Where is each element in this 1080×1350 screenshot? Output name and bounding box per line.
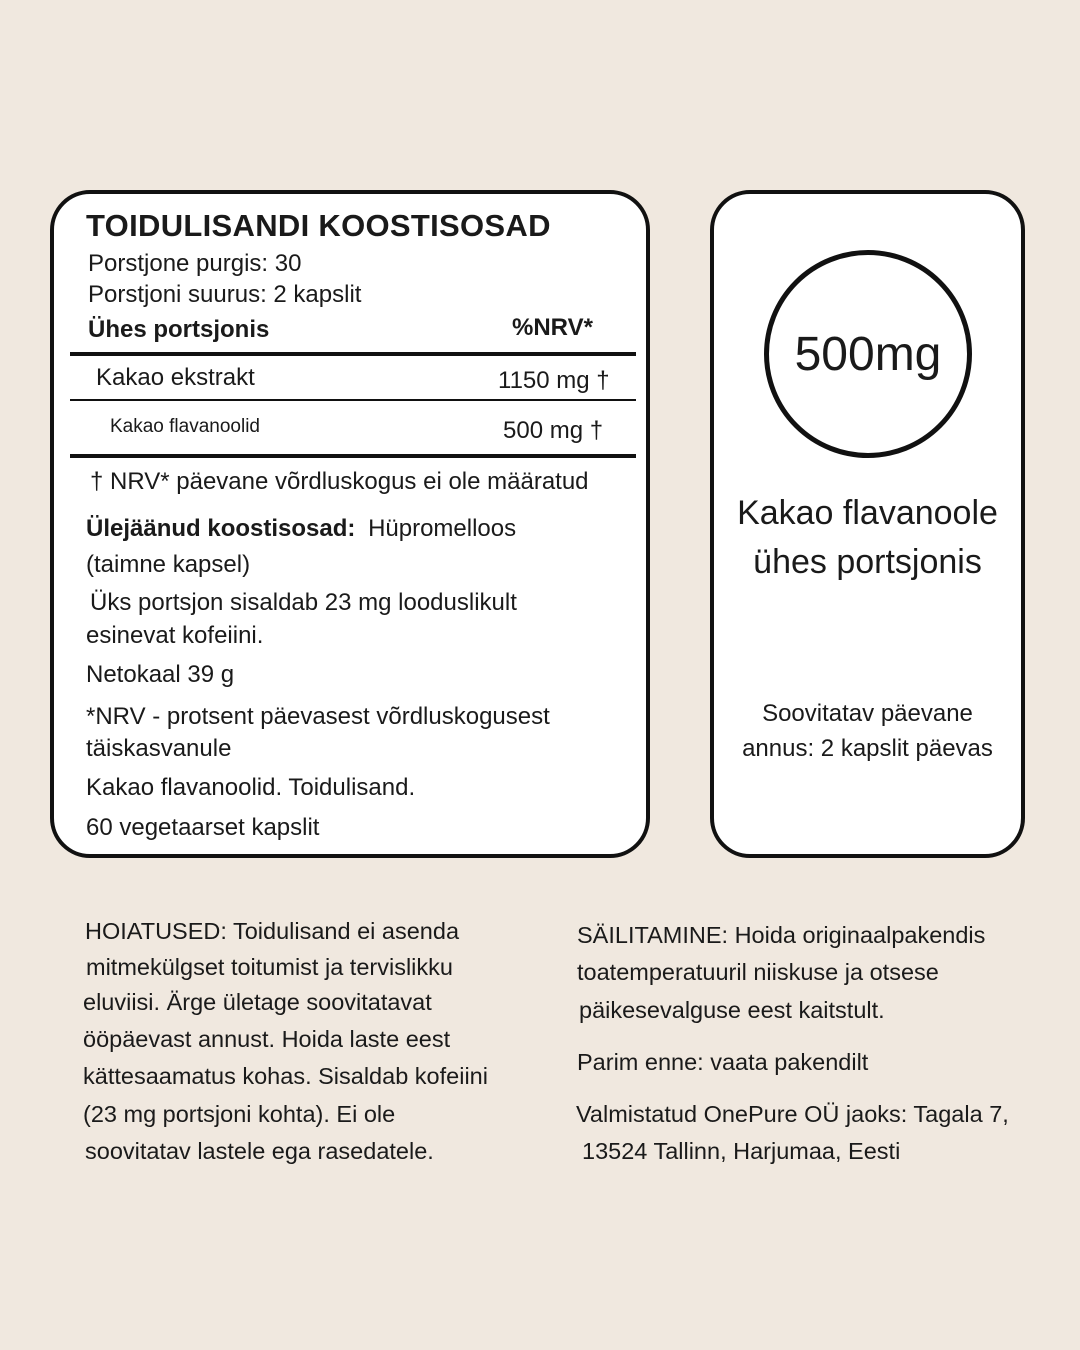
dose-panel (710, 190, 1025, 858)
net-weight: Netokaal 39 g (86, 661, 235, 688)
dose-circle (764, 250, 972, 458)
table-bottom-rule (70, 454, 636, 458)
facts-title: TOIDULISANDI KOOSTISOSAD (86, 208, 551, 243)
caffeine-line2: esinevat kofeiini. (86, 622, 264, 649)
storage-line3: päikesevalguse eest kaitstult. (579, 997, 885, 1023)
row-amount-cocoa-flavanols: 500 mg † (503, 417, 604, 444)
warnings-line: kättesaamatus kohas. Sisaldab kofeiini (83, 1063, 488, 1089)
nrv-note-line2: täiskasvanule (86, 735, 232, 762)
warnings-line: mitmekülgset toitumist ja tervislikku (86, 954, 453, 980)
row-name-cocoa-flavanols: Kakao flavanoolid (110, 416, 260, 437)
warnings-line: soovitatav lastele ega rasedatele. (85, 1138, 434, 1164)
recommended-line1: Soovitatav päevane (762, 700, 973, 727)
manufacturer-line2: 13524 Tallinn, Harjumaa, Eesti (582, 1138, 901, 1164)
serving-size: Porstjoni suurus: 2 kapslit (88, 281, 362, 308)
nrv-header: %NRV* (512, 314, 593, 341)
row-name-cocoa-extract: Kakao ekstrakt (96, 364, 255, 391)
warnings-line: eluviisi. Ärge ületage soovitatavat (83, 989, 432, 1015)
header-rule (70, 352, 636, 356)
dose-amount: 500mg (794, 327, 942, 381)
manufacturer-line1: Valmistatud OnePure OÜ jaoks: Tagala 7, (576, 1101, 1009, 1127)
warnings-line: (23 mg portsjoni kohta). Ei ole (83, 1101, 396, 1127)
other-ingredients-value: Hüpromelloos (368, 515, 517, 542)
caffeine-line1: Üks portsjon sisaldab 23 mg looduslikult (90, 589, 517, 616)
servings-per-container: Porstjone purgis: 30 (88, 250, 302, 277)
row-divider (70, 399, 636, 401)
warnings-line: HOIATUSED: Toidulisand ei asenda (85, 918, 460, 944)
storage-line1: SÄILITAMINE: Hoida originaalpakendis (577, 922, 986, 948)
dose-caption-line1: Kakao flavanoole (737, 494, 998, 532)
other-ingredients-line2: (taimne kapsel) (86, 551, 251, 578)
row-amount-cocoa-extract: 1150 mg † (498, 367, 610, 394)
nrv-note-line1: *NRV - protsent päevasest võrdluskogusest (86, 703, 550, 730)
warnings-line: ööpäevast annust. Hoida laste eest (83, 1026, 451, 1052)
supplement-facts-panel (50, 190, 650, 858)
other-ingredients (86, 515, 516, 543)
recommended-line2: annus: 2 kapslit päevas (742, 735, 993, 762)
capsule-count: 60 vegetaarset kapslit (86, 814, 320, 841)
dagger-note: † NRV* päevane võrdluskogus ei ole määratud (90, 468, 589, 495)
other-ingredients-label: Ülejäänud koostisosad: (86, 515, 356, 542)
storage-line2: toatemperatuuril niiskuse ja otsese (577, 959, 939, 985)
per-serving-header: Ühes portsjonis (88, 316, 270, 343)
best-before: Parim enne: vaata pakendilt (577, 1049, 869, 1075)
product-line: Kakao flavanoolid. Toidulisand. (86, 774, 416, 801)
dose-caption-line2: ühes portsjonis (753, 543, 982, 581)
